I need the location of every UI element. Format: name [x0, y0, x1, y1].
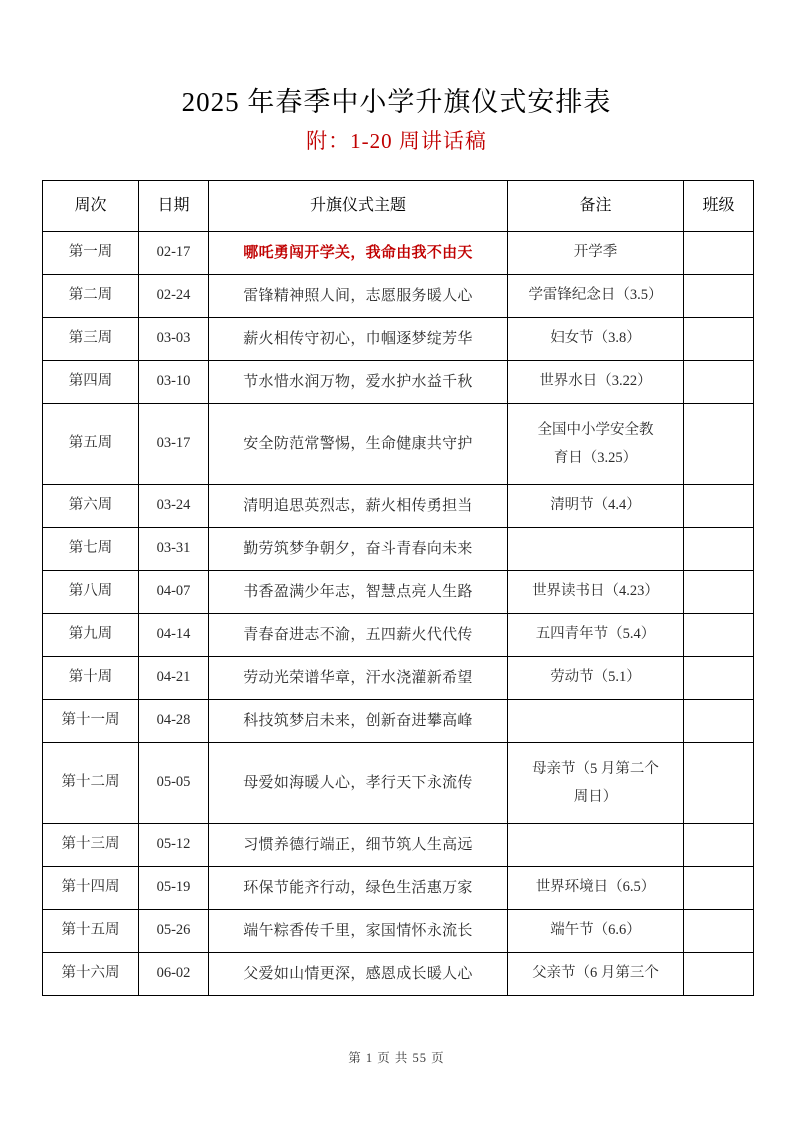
cell-week: 第十一周 — [43, 700, 139, 743]
cell-class[interactable] — [684, 824, 754, 867]
remark-line-1: 妇女节（3.8） — [550, 330, 641, 347]
remark-line-1: 世界环境日（6.5） — [535, 879, 656, 896]
remark-line-1: 学雷锋纪念日（3.5） — [528, 287, 663, 304]
cell-theme — [209, 571, 508, 614]
cell-remark — [508, 657, 684, 700]
cell-theme — [209, 657, 508, 700]
table-row — [43, 485, 754, 528]
table-row — [43, 824, 754, 867]
cell-date: 04-07 — [139, 571, 209, 614]
cell-remark — [508, 743, 684, 824]
cell-week: 第十三周 — [43, 824, 139, 867]
page-number-text: 第 1 页 共 55 页 — [348, 1051, 445, 1065]
cell-theme — [209, 361, 508, 404]
cell-class[interactable] — [684, 743, 754, 824]
table-row — [43, 657, 754, 700]
cell-remark — [508, 528, 684, 571]
cell-date: 04-28 — [139, 700, 209, 743]
cell-remark — [508, 867, 684, 910]
remark-line-1: 母亲节（5 月第二个 — [532, 760, 659, 777]
page-title: 2025 年春季中小学升旗仪式安排表 — [181, 87, 612, 117]
remark-line-1: 世界读书日（4.23） — [532, 583, 659, 600]
cell-week: 第六周 — [43, 485, 139, 528]
cell-class[interactable] — [684, 528, 754, 571]
theme-text: 勤劳筑梦争朝夕，奋斗青春向未来 — [243, 540, 473, 557]
column-header-theme: 升旗仪式主题 — [209, 181, 508, 232]
cell-theme — [209, 232, 508, 275]
cell-class[interactable] — [684, 953, 754, 996]
cell-class[interactable] — [684, 404, 754, 485]
cell-week: 第十六周 — [43, 953, 139, 996]
cell-remark — [508, 824, 684, 867]
cell-date: 05-26 — [139, 910, 209, 953]
table-row — [43, 571, 754, 614]
cell-theme — [209, 824, 508, 867]
theme-text-highlighted: 哪吒勇闯开学关，我命由我不由天 — [243, 244, 473, 261]
cell-remark — [508, 232, 684, 275]
table-row — [43, 743, 754, 824]
theme-text: 习惯养德行端正，细节筑人生高远 — [243, 836, 473, 853]
column-header-remark: 备注 — [508, 181, 684, 232]
cell-class[interactable] — [684, 657, 754, 700]
remark-line-2: 周日） — [573, 789, 618, 805]
cell-remark — [508, 404, 684, 485]
cell-remark — [508, 614, 684, 657]
cell-class[interactable] — [684, 910, 754, 953]
cell-date: 03-17 — [139, 404, 209, 485]
theme-text: 环保节能齐行动，绿色生活惠万家 — [243, 879, 473, 896]
theme-text: 劳动光荣谱华章，汗水浇灌新希望 — [243, 669, 473, 686]
cell-theme — [209, 275, 508, 318]
cell-week: 第九周 — [43, 614, 139, 657]
theme-text: 安全防范常警惕，生命健康共守护 — [243, 435, 473, 452]
cell-class[interactable] — [684, 700, 754, 743]
table-row — [43, 318, 754, 361]
table-row — [43, 614, 754, 657]
theme-text: 科技筑梦启未来，创新奋进攀高峰 — [243, 712, 473, 729]
cell-remark — [508, 361, 684, 404]
cell-theme — [209, 404, 508, 485]
theme-text: 父爱如山情更深，感恩成长暖人心 — [243, 965, 473, 982]
column-header-week: 周次 — [43, 181, 139, 232]
theme-text: 书香盈满少年志，智慧点亮人生路 — [243, 583, 473, 600]
cell-date: 03-31 — [139, 528, 209, 571]
cell-date: 05-19 — [139, 867, 209, 910]
cell-remark — [508, 275, 684, 318]
cell-date: 03-10 — [139, 361, 209, 404]
theme-text: 母爱如海暖人心，孝行天下永流传 — [243, 774, 473, 791]
cell-remark — [508, 953, 684, 996]
cell-class[interactable] — [684, 361, 754, 404]
table-row — [43, 953, 754, 996]
theme-text: 雷锋精神照人间，志愿服务暖人心 — [243, 287, 473, 304]
cell-week: 第三周 — [43, 318, 139, 361]
schedule-table-container — [42, 180, 753, 996]
cell-class[interactable] — [684, 485, 754, 528]
remark-line-1: 开学季 — [573, 244, 618, 261]
remark-line-2: 育日（3.25） — [553, 450, 638, 466]
title-block — [0, 0, 793, 155]
cell-week: 第十周 — [43, 657, 139, 700]
cell-theme — [209, 743, 508, 824]
remark-line-1: 劳动节（5.1） — [550, 669, 641, 686]
table-header — [43, 181, 754, 232]
cell-class[interactable] — [684, 232, 754, 275]
table-body — [43, 232, 754, 996]
theme-text: 节水惜水润万物，爱水护水益千秋 — [243, 373, 473, 390]
cell-theme — [209, 614, 508, 657]
cell-theme — [209, 953, 508, 996]
page-footer — [0, 1048, 793, 1066]
schedule-table — [42, 180, 754, 996]
table-header-row — [43, 181, 754, 232]
column-header-date: 日期 — [139, 181, 209, 232]
cell-date: 03-03 — [139, 318, 209, 361]
cell-class[interactable] — [684, 318, 754, 361]
cell-remark — [508, 485, 684, 528]
theme-text: 端午粽香传千里，家国情怀永流长 — [243, 922, 473, 939]
cell-class[interactable] — [684, 614, 754, 657]
table-row — [43, 232, 754, 275]
cell-theme — [209, 910, 508, 953]
remark-line-1: 五四青年节（5.4） — [535, 626, 656, 643]
table-row — [43, 867, 754, 910]
remark-line-1: 全国中小学安全教 — [537, 421, 654, 438]
column-header-class: 班级 — [684, 181, 754, 232]
cell-date: 06-02 — [139, 953, 209, 996]
remark-line-1: 世界水日（3.22） — [539, 373, 652, 390]
theme-text: 薪火相传守初心，巾帼逐梦绽芳华 — [243, 330, 473, 347]
table-row — [43, 361, 754, 404]
table-row — [43, 404, 754, 485]
cell-date: 03-24 — [139, 485, 209, 528]
cell-theme — [209, 700, 508, 743]
cell-theme — [209, 318, 508, 361]
cell-remark — [508, 318, 684, 361]
cell-week: 第十五周 — [43, 910, 139, 953]
table-row — [43, 275, 754, 318]
cell-theme — [209, 485, 508, 528]
remark-line-1: 端午节（6.6） — [550, 922, 641, 939]
cell-date: 02-24 — [139, 275, 209, 318]
cell-week: 第一周 — [43, 232, 139, 275]
cell-week: 第十四周 — [43, 867, 139, 910]
cell-week: 第七周 — [43, 528, 139, 571]
cell-remark — [508, 910, 684, 953]
cell-remark — [508, 700, 684, 743]
remark-line-1: 父亲节（6 月第三个 — [532, 965, 659, 982]
cell-date: 05-12 — [139, 824, 209, 867]
cell-date: 05-05 — [139, 743, 209, 824]
cell-date: 04-14 — [139, 614, 209, 657]
cell-date: 04-21 — [139, 657, 209, 700]
table-row — [43, 528, 754, 571]
cell-week: 第二周 — [43, 275, 139, 318]
cell-theme — [209, 528, 508, 571]
remark-line-1: 清明节（4.4） — [550, 497, 641, 514]
cell-week: 第八周 — [43, 571, 139, 614]
cell-date: 02-17 — [139, 232, 209, 275]
cell-remark — [508, 571, 684, 614]
cell-class[interactable] — [684, 275, 754, 318]
cell-class[interactable] — [684, 867, 754, 910]
cell-class[interactable] — [684, 571, 754, 614]
cell-week: 第十二周 — [43, 743, 139, 824]
theme-text: 清明追思英烈志，薪火相传勇担当 — [243, 497, 473, 514]
cell-theme — [209, 867, 508, 910]
theme-text: 青春奋进志不渝，五四薪火代代传 — [243, 626, 473, 643]
cell-week: 第五周 — [43, 404, 139, 485]
table-row — [43, 910, 754, 953]
page-subtitle: 附：1-20 周讲话稿 — [306, 128, 487, 153]
table-row — [43, 700, 754, 743]
cell-week: 第四周 — [43, 361, 139, 404]
